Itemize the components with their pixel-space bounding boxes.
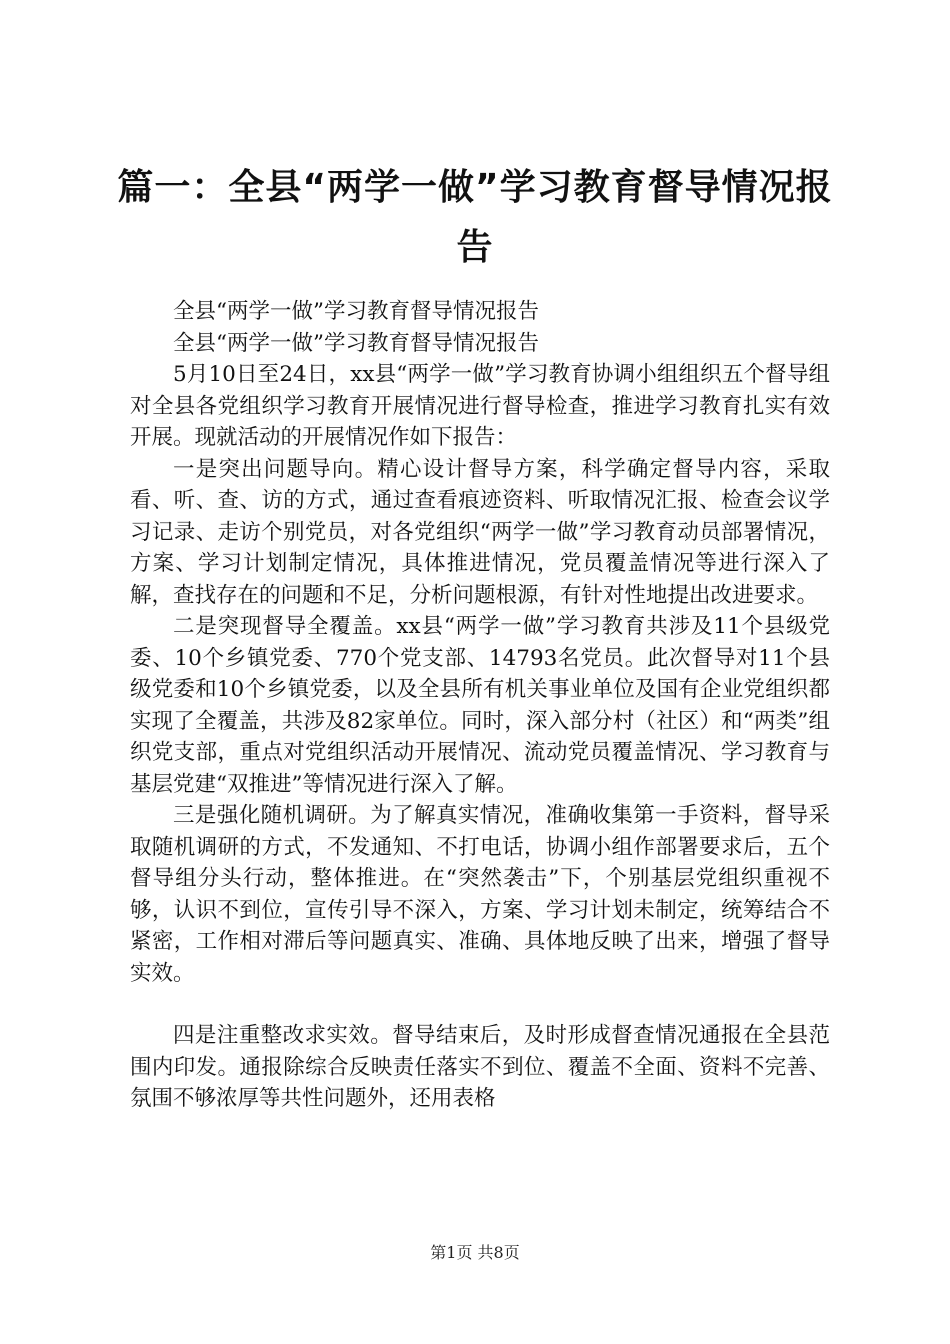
body-paragraph: 5月10日至24日，xx县“两学一做”学习教育协调小组组织五个督导组对全县各党组织学习教育开展情况进行督导检查，推进学习教育扎实有效开展。现就活动的开展情况作如下报告： — [130, 362, 830, 450]
document-title: 篇一：全县“两学一做”学习教育督导情况报告 — [117, 167, 833, 268]
body-paragraph: 全县“两学一做”学习教育督导情况报告 — [173, 299, 539, 324]
document-body — [130, 296, 830, 1115]
body-paragraph: 全县“两学一做”学习教育督导情况报告 — [173, 330, 539, 356]
body-paragraph: 三是强化随机调研。为了解真实情况，准确收集第一手资料，督导采取随机调研的方式，不发通知、不打电话，协调小组作部署要求后，五个督导组分头行动，整体推进。在“突然袭击”下，个别基层党组织重视不够，认识不到位，宣传引导不深入，方案、学习计划未制定，统筹结合不紧密，工作相对滞后等问题真实、准确、具体地反映了出来，增强了督导实效。 — [130, 803, 830, 986]
page-footer: 第1页 共8页 — [430, 1243, 520, 1262]
body-paragraph: 二是突现督导全覆盖。xx县“两学一做”学习教育共涉及11个县级党委、10个乡镇党委、770个党支部、14793名党员。此次督导对11个县级党委和10个乡镇党委，以及全县所有机关事业单位及国有企业党组织都实现了全覆盖，共涉及82家单位。同时，深入部分村（社区）和“两类”组织党支部，重点对党组织活动开展情况、流动党员覆盖情况、学习教育与基层党建“双推进”等情况进行深入了解。 — [130, 614, 830, 797]
body-paragraph: 四是注重整改求实效。督导结束后，及时形成督查情况通报在全县范围内印发。通报除综合反映责任落实不到位、覆盖不全面、资料不完善、氛围不够浓厚等共性问题外，还用表格 — [130, 1023, 830, 1111]
body-paragraph: 一是突出问题导向。精心设计督导方案，科学确定督导内容，采取看、听、查、访的方式，通过查看痕迹资料、听取情况汇报、检查会议学习记录、走访个别党员，对各党组织“两学一做”学习教育动员部署情况，方案、学习计划制定情况，具体推进情况，党员覆盖情况等进行深入了解，查找存在的问题和不足，分析问题根源，有针对性地提出改进要求。 — [130, 456, 830, 608]
